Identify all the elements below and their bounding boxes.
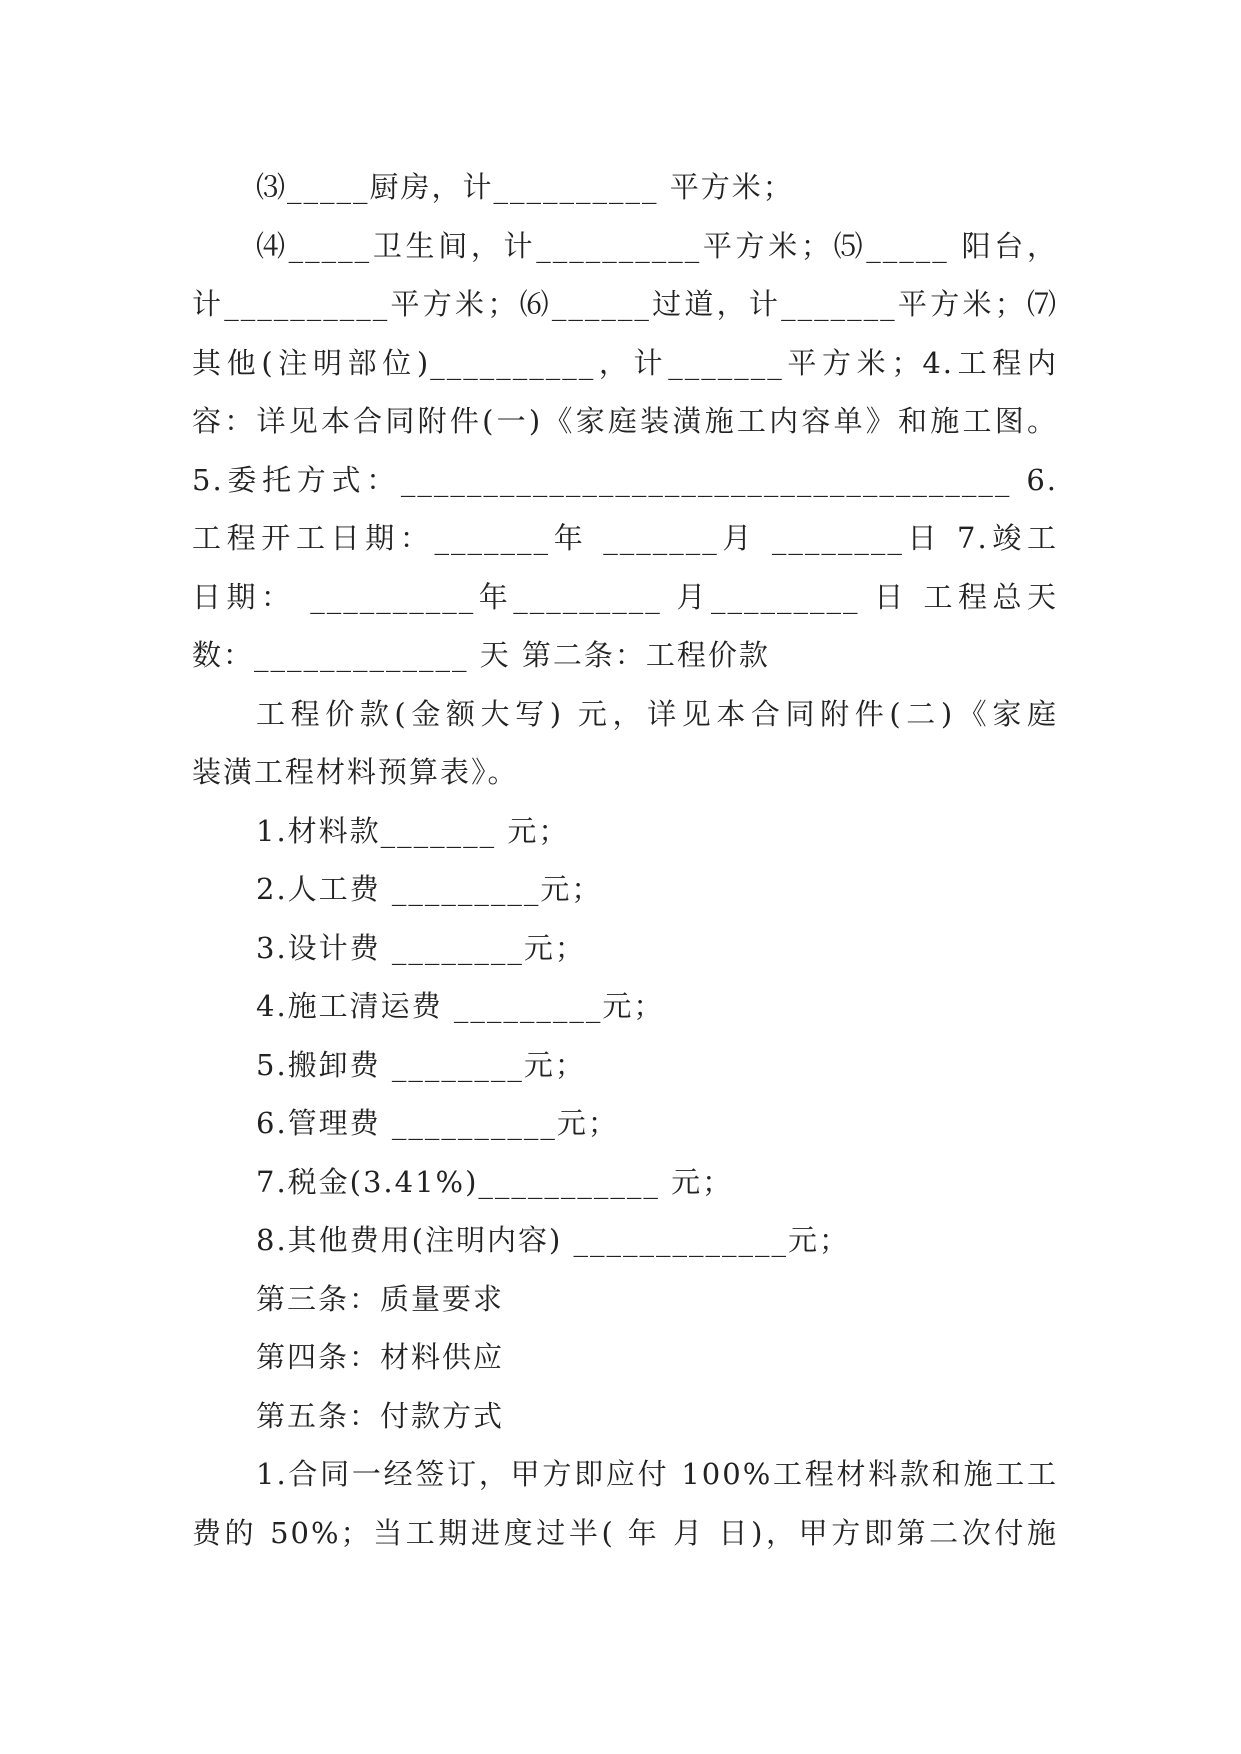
text-line: 工程价款(金额大写) 元，详见本合同附件(二)《家庭: [256, 696, 1058, 731]
text-line: 5.委托方式：_____________________________________ 6.: [192, 462, 1058, 497]
fee-item: 2.人工费 _________元；: [256, 872, 603, 906]
text-line: 数：_____________ 天 第二条：工程价款: [192, 638, 770, 672]
text-line: 计__________平方米；⑹______过道，计_______平方米；⑺: [192, 287, 1058, 321]
fee-item: 7.税金(3.41%)___________ 元；: [256, 1164, 734, 1199]
text-line: 其他(注明部位)__________，计_______平方米；4.工程内: [192, 345, 1058, 380]
fee-item: 3.设计费 ________元；: [256, 930, 586, 965]
fee-item: 8.其他费用(注明内容) _____________元；: [256, 1223, 851, 1257]
text-line: 装潢工程材料预算表》。: [192, 755, 519, 789]
text-line: ⑶_____厨房，计__________ 平方米；: [256, 170, 794, 204]
fee-item: 5.搬卸费 ________元；: [256, 1047, 586, 1082]
text-line: 日期： __________年_________ 月_________ 日 工程总天: [192, 579, 1058, 614]
fee-item: 1.材料款_______ 元；: [256, 813, 570, 848]
text-line: 容：详见本合同附件(一)《家庭装潢施工内容单》和施工图。: [192, 404, 1058, 438]
section-heading: 第三条：质量要求: [256, 1281, 505, 1316]
section-heading: 第五条：付款方式: [256, 1398, 505, 1433]
document-body: [192, 158, 1058, 1562]
text-line: 工程开工日期：_______年 _______月 ________日 7.竣工: [192, 521, 1058, 555]
section-heading: 第四条：材料供应: [256, 1340, 505, 1374]
text-line: 费的 50%；当工期进度过半( 年 月 日)，甲方即第二次付施: [192, 1515, 1058, 1550]
fee-item: 4.施工清运费 _________元；: [256, 989, 665, 1023]
text-line: 1.合同一经签订，甲方即应付 100%工程材料款和施工工: [256, 1457, 1058, 1491]
text-line: ⑷_____卫生间，计__________平方米；⑸_____ 阳台，: [256, 228, 1058, 263]
fee-item: 6.管理费 __________元；: [256, 1106, 619, 1140]
